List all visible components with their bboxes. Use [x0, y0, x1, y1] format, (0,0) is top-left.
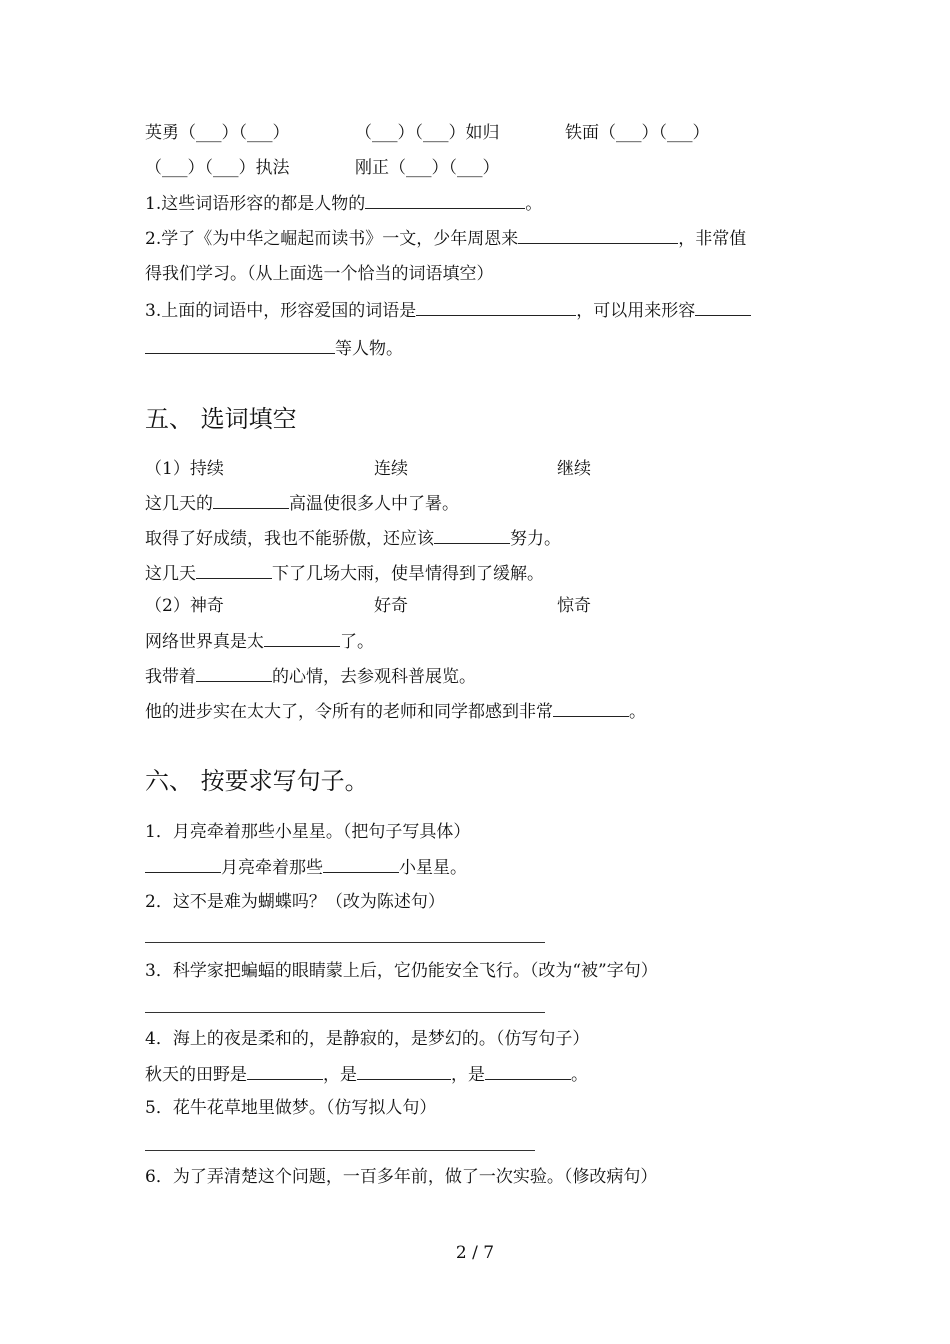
fill-blank[interactable]	[145, 856, 221, 873]
idiom-4: （___）（___）执法	[145, 158, 290, 178]
q-text: 网络世界真是太	[145, 632, 264, 652]
q-text: 秋天的田野是	[145, 1065, 247, 1085]
g1-sentence-1	[145, 492, 459, 515]
s6-question-4-fill	[145, 1063, 588, 1086]
fill-blank[interactable]	[365, 192, 525, 209]
group-2-option-3: 惊奇	[557, 596, 591, 616]
g1-sentence-2	[145, 527, 561, 550]
q-text: 2.学了《为中华之崛起而读书》一文，少年周恩来	[145, 229, 519, 249]
fill-blank[interactable]	[247, 1063, 323, 1080]
idiom-2: （___）（___）如归	[355, 123, 500, 143]
idiom-5: 刚正（___）（___）	[355, 158, 500, 178]
q-text: 的心情，去参观科普展览。	[272, 667, 476, 687]
g1-sentence-3	[145, 562, 544, 585]
group-2-label: （2）神奇	[145, 596, 224, 616]
q-text: 1.这些词语形容的都是人物的	[145, 194, 366, 214]
s6-question-2: 2．这不是难为蝴蝶吗？（改为陈述句）	[145, 892, 445, 912]
fill-blank[interactable]	[213, 492, 289, 509]
s6-question-1: 1．月亮牵着那些小星星。（把句子写具体）	[145, 822, 471, 842]
group-2-option-2: 好奇	[374, 596, 408, 616]
idiom-1: 英勇（___）（___）	[145, 123, 290, 143]
fill-blank[interactable]	[196, 562, 272, 579]
idiom-3: 铁面（___）（___）	[565, 123, 710, 143]
q-text: 我带着	[145, 667, 196, 687]
s4-question-2	[145, 227, 746, 250]
fill-blank[interactable]	[145, 337, 335, 354]
fill-blank[interactable]	[196, 665, 272, 682]
s4-question-1	[145, 192, 542, 215]
fill-blank[interactable]	[695, 299, 751, 316]
answer-line[interactable]	[145, 942, 545, 943]
g2-sentence-1	[145, 630, 374, 653]
q-text: 3.上面的词语中，形容爱国的词语是	[145, 301, 417, 321]
s6-question-3: 3．科学家把蝙蝠的眼睛蒙上后，它仍能安全飞行。（改为“被”字句）	[145, 961, 658, 981]
s6-question-1-fill	[145, 856, 467, 879]
q-text: 月亮牵着那些	[221, 858, 323, 878]
q-text: 了。	[340, 632, 374, 652]
fill-blank[interactable]	[357, 1063, 451, 1080]
q-text: 。	[525, 194, 543, 214]
q-text: 高温使很多人中了暑。	[289, 494, 459, 514]
q-text: ，是	[323, 1065, 357, 1085]
q-text: 下了几场大雨，使旱情得到了缓解。	[272, 564, 544, 584]
q-text: ，可以用来形容	[576, 301, 696, 321]
group-1-label: （1）持续	[145, 459, 224, 479]
q-text: 。	[571, 1065, 588, 1085]
q-text: 等人物。	[335, 339, 403, 359]
fill-blank[interactable]	[553, 700, 629, 717]
group-1-option-2: 连续	[374, 459, 408, 479]
fill-blank[interactable]	[518, 227, 678, 244]
s4-question-3	[145, 299, 751, 322]
answer-line[interactable]	[145, 1012, 545, 1013]
s4-question-2-cont: 得我们学习。（从上面选一个恰当的词语填空）	[145, 264, 494, 284]
fill-blank[interactable]	[416, 299, 576, 316]
answer-line[interactable]	[145, 1150, 535, 1151]
q-text: 他的进步实在太大了，令所有的老师和同学都感到非常	[145, 702, 553, 722]
g2-sentence-2	[145, 665, 476, 688]
s6-question-6: 6．为了弄清楚这个问题，一百多年前，做了一次实验。（修改病句）	[145, 1167, 658, 1187]
group-1-option-3: 继续	[557, 459, 591, 479]
q-text: ，非常值	[678, 229, 747, 249]
q-text: ，是	[451, 1065, 485, 1085]
q-text: 取得了好成绩，我也不能骄傲，还应该	[145, 529, 434, 549]
section-5-heading: 五、 选词填空	[145, 405, 297, 433]
q-text: 努力。	[510, 529, 561, 549]
fill-blank[interactable]	[485, 1063, 571, 1080]
s6-question-4: 4．海上的夜是柔和的，是静寂的，是梦幻的。（仿写句子）	[145, 1029, 590, 1049]
q-text: 这几天的	[145, 494, 213, 514]
q-text: 。	[629, 702, 646, 722]
g2-sentence-3	[145, 700, 646, 723]
q-text: 小星星。	[399, 858, 467, 878]
section-6-heading: 六、 按要求写句子。	[145, 767, 369, 795]
s4-question-3-cont	[145, 337, 403, 360]
fill-blank[interactable]	[434, 527, 510, 544]
s6-question-5: 5．花牛花草地里做梦。（仿写拟人句）	[145, 1098, 437, 1118]
fill-blank[interactable]	[323, 856, 399, 873]
fill-blank[interactable]	[264, 630, 340, 647]
page-number: 2 / 7	[455, 1243, 495, 1263]
q-text: 这几天	[145, 564, 196, 584]
